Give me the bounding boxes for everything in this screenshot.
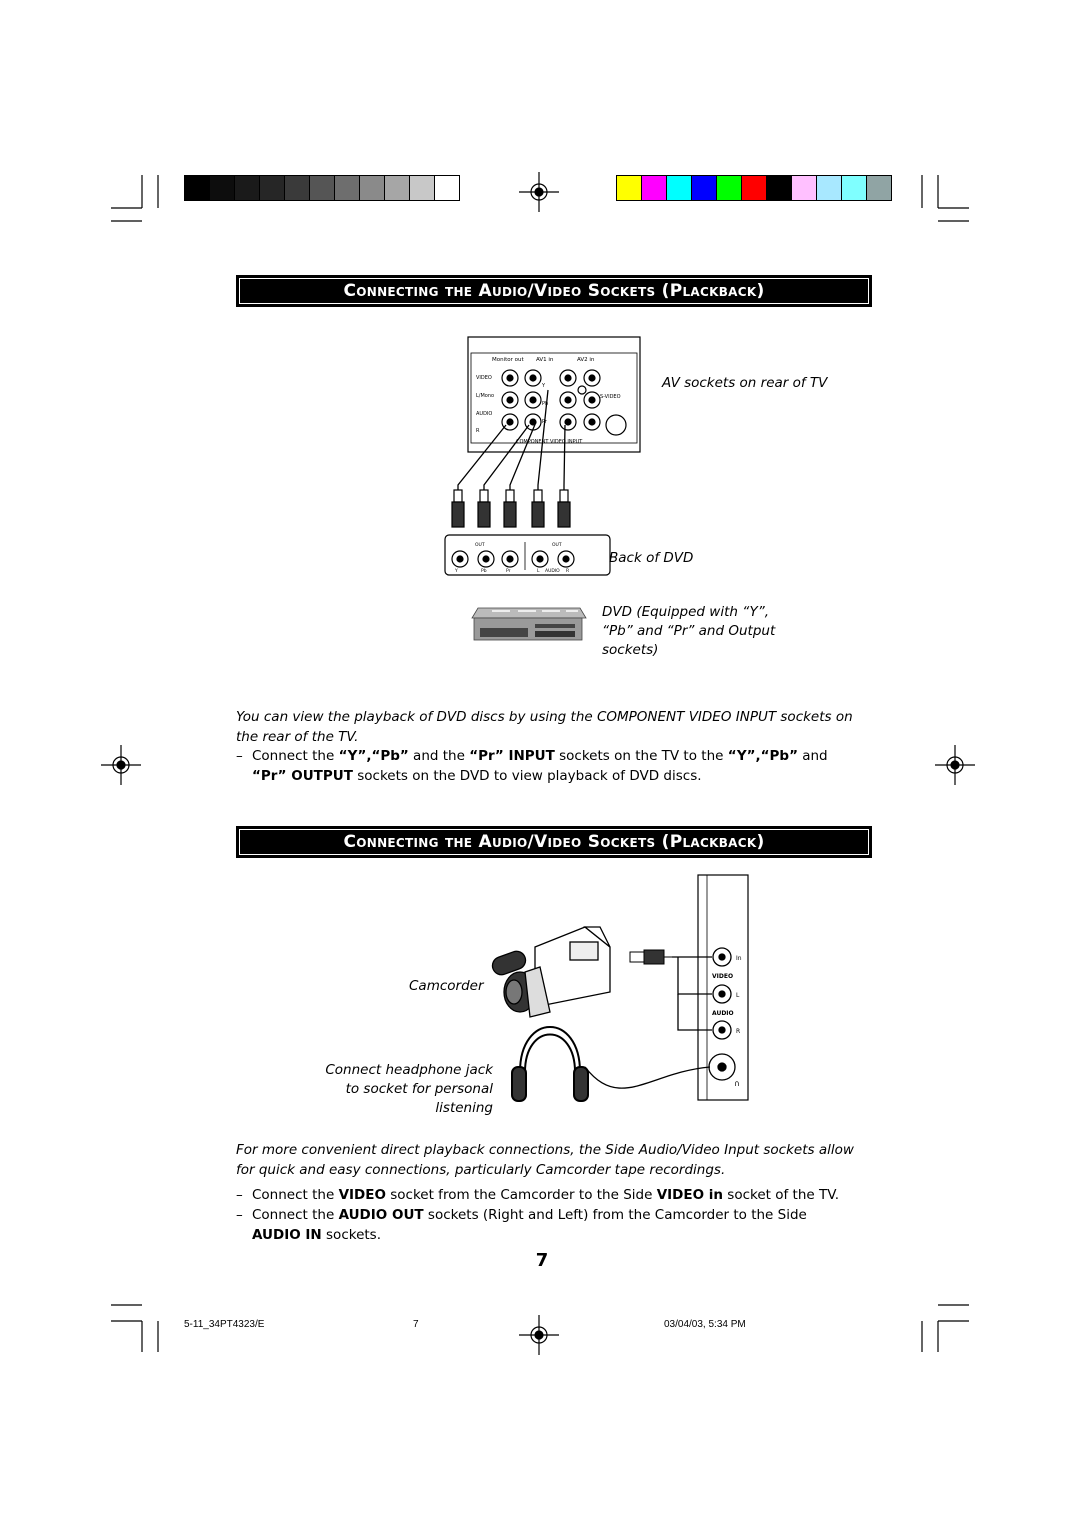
- label-monitor-out: Monitor out: [492, 357, 524, 363]
- color-calibration-bar: [616, 175, 892, 201]
- caption-back-of-dvd: Back of DVD: [609, 550, 694, 566]
- dvd-back-panel: [445, 535, 610, 575]
- section1-bullet: – Connect the “Y”,“Pb” and the “Pr” INPUT sockets on the TV to the “Y”,“Pb” and “Pr” OUTPUT sockets on the DVD to view playback of DVD discs.: [236, 748, 828, 784]
- gray-swatch: [310, 176, 335, 200]
- gray-swatch: [235, 176, 260, 200]
- label-av1-in: AV1 in: [536, 357, 554, 363]
- svg-text:Pr: Pr: [506, 569, 511, 574]
- color-swatch: [792, 176, 817, 200]
- svg-text:OUT: OUT: [552, 543, 562, 548]
- svg-text:R: R: [736, 1028, 741, 1035]
- label-av2-in: AV2 in: [577, 357, 595, 363]
- color-swatch: [642, 176, 667, 200]
- registration-mark-left: [101, 745, 141, 785]
- color-swatch: [842, 176, 867, 200]
- svg-text:∩: ∩: [734, 1079, 740, 1088]
- svg-text:VIDEO: VIDEO: [476, 375, 492, 381]
- camcorder-connection-diagram: [480, 872, 760, 1112]
- svg-text:AUDIO: AUDIO: [476, 411, 493, 417]
- section-title-side-av: Connecting the Audio/Video Sockets (Plackback): [236, 826, 872, 858]
- svg-text:AUDIO: AUDIO: [712, 1010, 734, 1017]
- registration-mark-right: [935, 745, 975, 785]
- svg-text:Y: Y: [542, 383, 546, 389]
- color-swatch: [717, 176, 742, 200]
- gray-swatch: [435, 176, 459, 200]
- color-swatch: [817, 176, 842, 200]
- camcorder-icon: [490, 927, 610, 1017]
- svg-text:VIDEO: VIDEO: [712, 973, 734, 980]
- color-swatch: [692, 176, 717, 200]
- gray-swatch: [185, 176, 210, 200]
- svg-text:Y: Y: [455, 569, 458, 574]
- footer-date: 03/04/03, 5:34 PM: [664, 1319, 746, 1330]
- section2-intro: For more convenient direct playback connections, the Side Audio/Video Input sockets allow for quick and easy connections, particularly Camcorder tape recordings.: [236, 1142, 854, 1178]
- svg-text:OUT: OUT: [475, 543, 485, 548]
- svg-text:In: In: [736, 955, 742, 962]
- gray-swatch: [210, 176, 235, 200]
- svg-text:R: R: [566, 569, 570, 574]
- svg-text:S-VIDEO: S-VIDEO: [600, 394, 621, 400]
- page-number: 7: [535, 1250, 549, 1271]
- color-swatch: [767, 176, 792, 200]
- section2-bullet-audio: – Connect the AUDIO OUT sockets (Right and Left) from the Camcorder to the Side AUDIO IN sockets.: [236, 1207, 807, 1243]
- gray-swatch: [335, 176, 360, 200]
- color-swatch: [742, 176, 767, 200]
- svg-text:AUDIO: AUDIO: [545, 569, 560, 574]
- gray-swatch: [285, 176, 310, 200]
- gray-swatch: [385, 176, 410, 200]
- caption-av-sockets: AV sockets on rear of TV: [662, 375, 828, 391]
- footer-filename: 5-11_34PT4323/E: [184, 1319, 265, 1330]
- svg-text:Pb: Pb: [481, 569, 487, 574]
- caption-camcorder: Camcorder: [409, 978, 484, 994]
- registration-mark-top: [519, 172, 559, 212]
- headphones-icon: [512, 1027, 588, 1101]
- gray-swatch: [360, 176, 385, 200]
- color-swatch: [617, 176, 642, 200]
- svg-text:COMPONENT VIDEO INPUT: COMPONENT VIDEO INPUT: [516, 439, 583, 445]
- caption-dvd-equipped: DVD (Equipped with “Y”, “Pb” and “Pr” and Output sockets): [602, 604, 776, 658]
- gray-swatch: [260, 176, 285, 200]
- svg-text:L: L: [736, 992, 740, 999]
- color-swatch: [867, 176, 891, 200]
- registration-mark-bottom: [519, 1315, 559, 1355]
- dvd-player-icon: [472, 608, 586, 640]
- gray-swatch: [410, 176, 435, 200]
- footer-page: 7: [413, 1319, 419, 1330]
- svg-text:Pb: Pb: [542, 401, 549, 407]
- section2-bullet-video: – Connect the VIDEO socket from the Camcorder to the Side VIDEO in socket of the TV.: [236, 1187, 840, 1203]
- section-title-component-video: Connecting the Audio/Video Sockets (Plackback): [236, 275, 872, 307]
- caption-headphone: Connect headphone jack to socket for personal listening: [325, 1062, 493, 1116]
- grayscale-calibration-bar: [184, 175, 460, 201]
- color-swatch: [667, 176, 692, 200]
- svg-text:L: L: [537, 569, 540, 574]
- svg-text:L/Mono: L/Mono: [476, 393, 495, 399]
- svg-text:R: R: [476, 428, 480, 434]
- section1-intro: You can view the playback of DVD discs by using the COMPONENT VIDEO INPUT sockets on the rear of the TV.: [236, 709, 853, 745]
- dvd-connection-diagram: [430, 330, 660, 650]
- svg-text:Pr: Pr: [542, 419, 547, 425]
